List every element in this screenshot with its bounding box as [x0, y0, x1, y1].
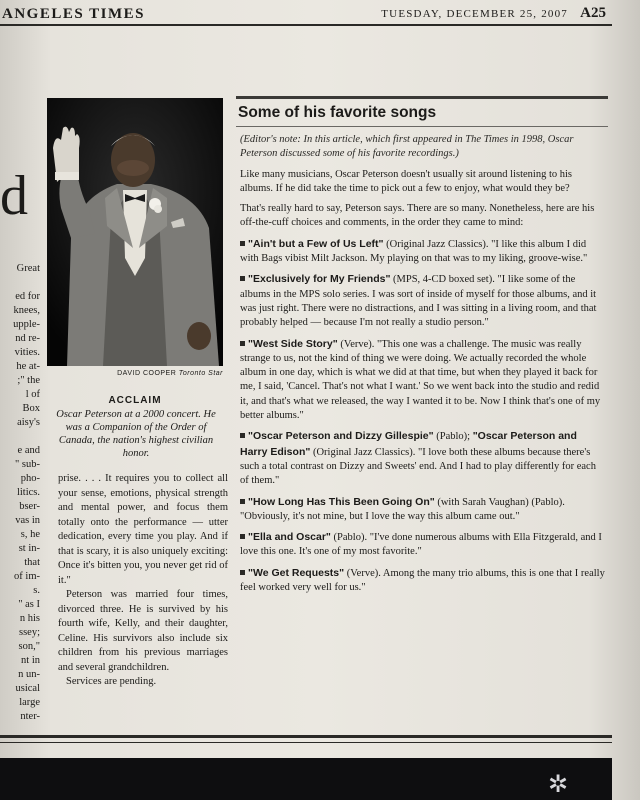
album-comment: (Verve). Among the many trio albums, this is one that I really feel worked very well for us." [240, 567, 605, 594]
fragment-line: bser- [19, 501, 40, 512]
photo-credit [47, 370, 223, 377]
article-paragraph: Services are pending. [66, 676, 157, 687]
fragment-line [0, 430, 40, 444]
fragment-line: Great [16, 263, 40, 274]
paper-name: ANGELES TIMES [2, 6, 146, 22]
bullet-square-icon [240, 341, 245, 346]
caption-heading: ACCLAIM [108, 395, 162, 406]
article-paragraph: prise. . . . It requires you to collect all your sense, emotions, physical strength and mental power, and focus them totally onto the performance — utter dedication, every time you play. And if that is scary, it is also uniquely exciting: Once it's bitten you, you never get rid of it." [58, 473, 228, 586]
fragment-line: l of [25, 389, 40, 400]
album-comment: (MPS, 4-CD boxed set). "I like some of the albums in the MPS solo series. I was sort of inside of myself for those albums, and it was just right. There were no distractions, and I was sitting in a living room, and that probably helped — because I'm not really a studio person." [240, 274, 597, 329]
sidebar-body [240, 133, 606, 601]
fragment-line: vities. [14, 347, 40, 358]
headline-fragment: d [0, 165, 28, 227]
intro-paragraph: That's really hard to say, Peterson says. There are so many. Nonetheless, here are his off-the-cuff choices and comments, in the order they came to mind: [240, 203, 595, 229]
fragment-line: son," [18, 641, 40, 652]
album-title-second: "Oscar Peterson and Harry Edison" [240, 430, 577, 458]
album-title: "We Get Requests" [248, 566, 345, 579]
album-title: "Ain't but a Few of Us Left" [248, 237, 384, 250]
fragment-line: large [19, 697, 40, 708]
bullet-square-icon [240, 276, 245, 281]
fragment-line: st in- [18, 543, 40, 554]
sidebar-title: Some of his favorite songs [238, 104, 437, 121]
sidebar-rule [236, 126, 608, 127]
advertisement-band [0, 758, 612, 800]
credit-photographer: DAVID COOPER [117, 370, 177, 377]
album-comment: (Pablo). "I've done numerous albums with Ella Fitzgerald, and I love this one. It's one of my most favorite." [240, 532, 602, 558]
fragment-line: n his [19, 613, 40, 624]
article-paragraph: Peterson was married four times, divorced three. He is survived by his fourth wife, Kelly, and their daughter, Celine. His survivors also include six children from his previous marriages and several grandchildren. [58, 589, 228, 673]
credit-source: Toronto Star [178, 370, 223, 377]
caption-text: Oscar Peterson at a 2000 concert. He was a Companion of the Order of Canada, the nation's highest civilian honor. [56, 409, 216, 459]
album-title: "Oscar Peterson and Dizzy Gillespie" [248, 430, 434, 443]
fragment-line: ssey; [19, 627, 40, 638]
album-title: "Ella and Oscar" [248, 531, 331, 544]
album-entry [240, 337, 606, 424]
issue-date: TUESDAY, DECEMBER 25, 2007 [381, 8, 568, 20]
left-column-fragments [0, 262, 40, 724]
album-comment: (Original Jazz Classics). "I like this album I did with Bags vibist Milt Jackson. My playing on that was to my liking, groove-wise." [240, 238, 588, 265]
bullet-square-icon [240, 570, 245, 575]
bullet-square-icon [240, 241, 245, 246]
fragment-line: s. [33, 585, 40, 596]
fragment-line: n un- [18, 669, 40, 680]
album-comment-second: (Original Jazz Classics). "I love both these albums because there's such a total contrast on Dizzy and Sweets' end. And I had to play differently for each of them." [240, 446, 596, 487]
fragment-line: of im- [14, 571, 40, 582]
album-comment: (Pablo); [433, 431, 473, 443]
masthead [0, 4, 612, 26]
album-entry [240, 495, 606, 525]
snowflake-icon: ✲ [548, 770, 569, 798]
fragment-line: " sub- [15, 459, 40, 470]
fragment-line [0, 276, 40, 290]
album-entry [240, 566, 606, 596]
album-comment: (with Sarah Vaughan) (Pablo). "Obviously, it's not mine, but I love the way this album came out." [240, 496, 565, 522]
favorite-songs-sidebar [236, 96, 608, 731]
fragment-line: nd re- [15, 333, 40, 344]
portrait-illustration [47, 98, 223, 366]
bullet-square-icon [240, 499, 245, 504]
fragment-line: e and [17, 445, 40, 456]
fragment-line: ed for [15, 291, 40, 302]
bullet-square-icon [240, 433, 245, 438]
page-number: A25 [580, 5, 606, 21]
album-entry [240, 272, 606, 330]
fragment-line: nt in [21, 655, 40, 666]
editor-note: (Editor's note: In this article, which first appeared in The Times in 1998, Oscar Peterson discussed some of his favorite recordings.) [240, 134, 574, 160]
intro-paragraph: Like many musicians, Oscar Peterson doesn't usually sit around listening to his albums. If he did take the time to pick out a few to enjoy, what would they be? [240, 168, 573, 194]
fragment-line: pho- [20, 473, 40, 484]
album-entry [240, 429, 606, 488]
album-title: "West Side Story" [248, 337, 338, 350]
album-title: "Exclusively for My Friends" [248, 273, 391, 286]
fragment-line: usical [15, 683, 40, 694]
album-comment: (Verve). "This one was a challenge. The music was really strange to us, not the kind of thing we were doing. We actually recorded the whole album in one day, which is what we did at that time, but when they played it back for me, I said, 'Cancel. That's not what I want.' So we went back into the studio and redid it, and that's what we released, the way I wanted it to be. Now I think that's one of my better albums." [240, 338, 601, 422]
fragment-line: nter- [20, 711, 40, 722]
fragment-line: upple- [13, 319, 40, 330]
fragment-line: " as I [18, 599, 40, 610]
fragment-line: s, he [20, 529, 40, 540]
fragment-line: knees, [13, 305, 40, 316]
oscar-peterson-photo [47, 98, 223, 366]
bottom-rule-thin [0, 742, 612, 743]
fragment-line: aisy's [17, 417, 40, 428]
fragment-line: he at- [16, 361, 40, 372]
fragment-line: Box [22, 403, 40, 414]
album-entry [240, 237, 606, 267]
fragment-line: that [24, 557, 40, 568]
album-entry [240, 530, 606, 560]
album-title: "How Long Has This Been Going On" [248, 495, 435, 508]
fragment-line: litics. [16, 487, 40, 498]
bottom-rule-thick [0, 735, 612, 738]
fragment-line: vas in [15, 515, 40, 526]
bullet-square-icon [240, 534, 245, 539]
article-column [58, 472, 228, 690]
fragment-line: ;" the [17, 375, 40, 386]
